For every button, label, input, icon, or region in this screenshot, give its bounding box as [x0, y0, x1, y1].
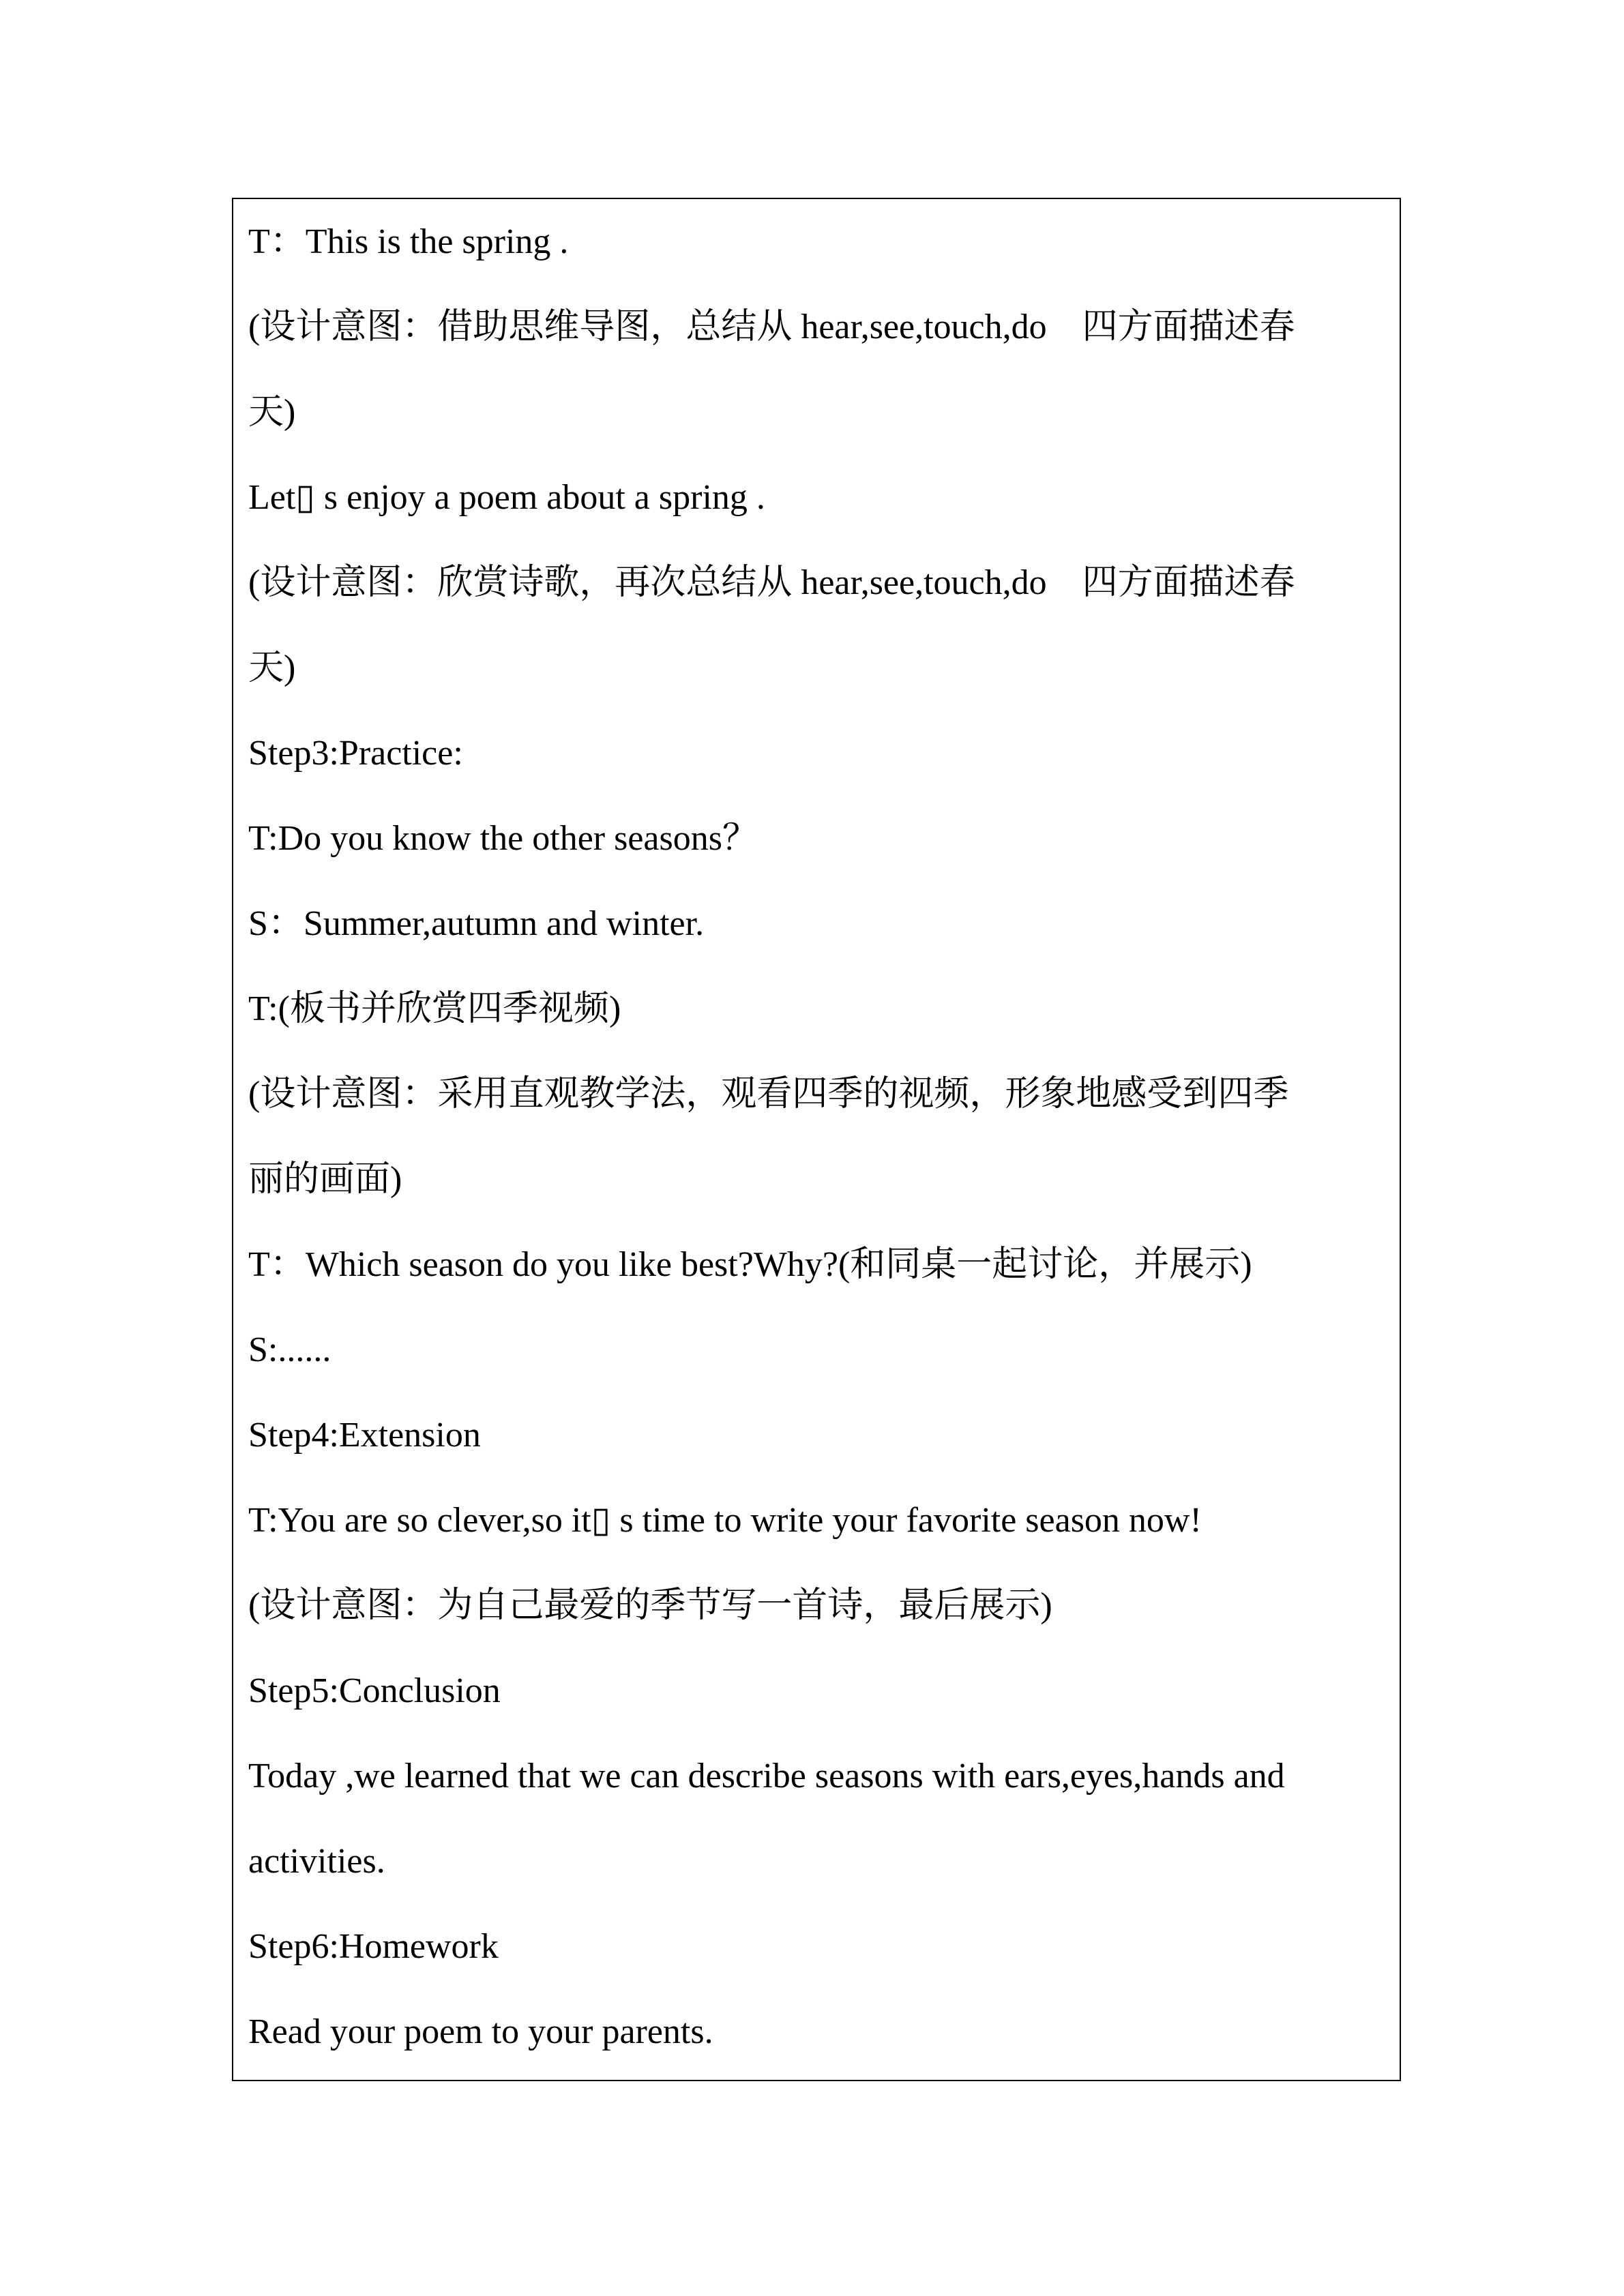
step-heading-practice: Step3:Practice: — [248, 734, 463, 773]
text-line-write-season: T:You are so clever,so it▯ s time to write your favorite season now! — [248, 1501, 1202, 1540]
text-line-other-seasons: T:Do you know the other seasons？ — [248, 819, 758, 858]
lesson-plan-body — [248, 199, 1389, 2074]
step-heading-conclusion: Step5:Conclusion — [248, 1671, 501, 1710]
text-line-design-intent-video: (设计意图：采用直观教学法，观看四季的视频，形象地感受到四季 — [248, 1075, 1289, 1114]
text-line-conclusion-summary: Today ,we learned that we can describe seasons with ears,eyes,hands and — [248, 1757, 1285, 1795]
step-heading-extension: Step4:Extension — [248, 1416, 481, 1455]
text-line-enjoy-poem: Let▯ s enjoy a poem about a spring . — [248, 478, 765, 517]
text-line-conclusion-summary-cont: activities. — [248, 1842, 385, 1881]
text-line-design-intent-mindmap-cont: 天) — [248, 393, 296, 432]
text-line-design-intent-write-poem: (设计意图：为自己最爱的季节写一首诗，最后展示) — [248, 1586, 1052, 1625]
text-line-design-intent-poem-cont: 天) — [248, 648, 296, 687]
text-line-design-intent-video-cont: 丽的画面) — [248, 1160, 402, 1199]
step-heading-homework: Step6:Homework — [248, 1927, 499, 1966]
lesson-plan-box — [232, 198, 1401, 2081]
text-line-student-answer: S:...... — [248, 1330, 331, 1369]
text-line-homework: Read your poem to your parents. — [248, 2012, 713, 2051]
text-line-board-video: T:(板书并欣赏四季视频) — [248, 989, 621, 1028]
text-line-student-seasons: S：Summer,autumn and winter. — [248, 904, 705, 943]
text-line-teacher-spring: T：This is the spring . — [248, 222, 569, 261]
text-line-which-season: T：Which season do you like best?Why?(和同桌一起讨论，并展示) — [248, 1245, 1252, 1284]
text-line-design-intent-mindmap: (设计意图：借助思维导图，总结从 hear,see,touch,do 四方面描述春 — [248, 308, 1295, 346]
text-line-design-intent-poem: (设计意图：欣赏诗歌，再次总结从 hear,see,touch,do 四方面描述春 — [248, 563, 1295, 602]
